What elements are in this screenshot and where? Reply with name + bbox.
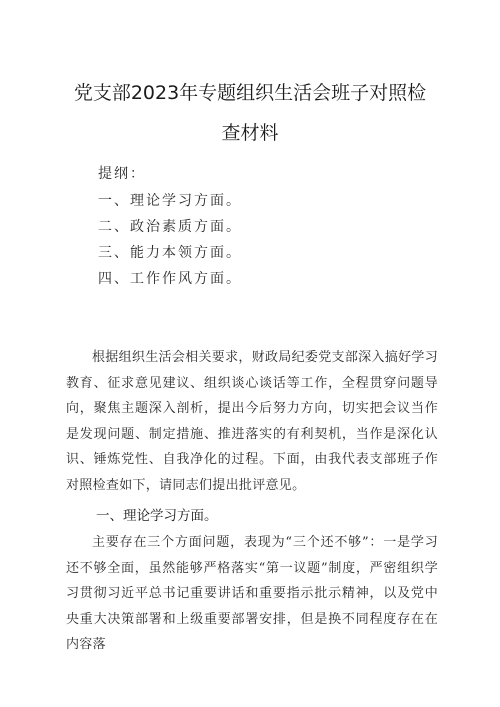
section-paragraph: 主要存在三个方面问题，表现为“三个还不够”：一是学习还不够全面，虽然能够严格落实“第一议题”制度，严密组织学习贯彻习近平总书记重要讲话和重要指示批示精神，以及党中央重大决策部署和上级重要部署安排，但是换不同程度存在在内容落 (66, 535, 438, 652)
outline-item: 三、能力本领方面。 (98, 245, 242, 261)
outline-item: 一、理论学习方面。 (98, 193, 242, 209)
document-title-line-2: 查材料 (221, 122, 279, 144)
outline-label: 提纲： (98, 166, 146, 182)
document-title-line-1: 党支部2023年专题组织生活会班子对照检 (73, 82, 427, 104)
outline-item: 二、政治素质方面。 (98, 219, 242, 235)
section-heading: 一、理论学习方面。 (96, 508, 218, 524)
outline-item: 四、工作作风方面。 (98, 271, 242, 287)
intro-paragraph: 根据组织生活会相关要求，财政局纪委党支部深入搞好学习教育、征求意见建议、组织谈心谈话等工作，全程贯穿问题导向，聚焦主题深入剖析，提出今后努力方向，切实把会议当作是发现问题、制定措施、推进落实的有利契机，当作是深化认识、锤炼党性、自我净化的过程。下面，由我代表支部班子作对照检查如下，请同志们提出批评意见。 (66, 350, 438, 493)
